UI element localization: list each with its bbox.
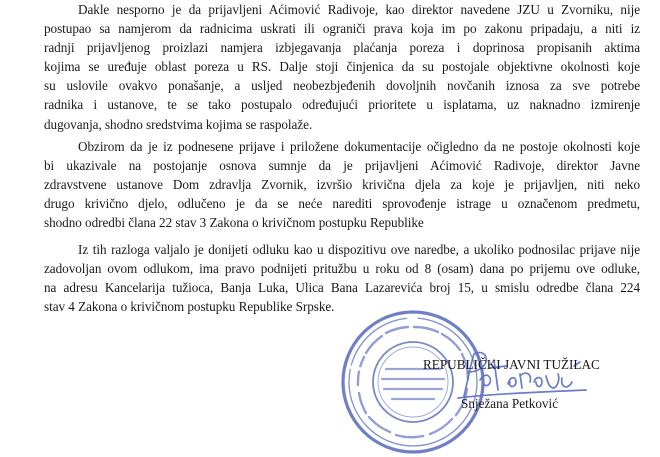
text-line: stav 4 Zakona o krivičnom postupku Republike Srpske. [44, 299, 335, 315]
signatory-name: Snježana Petković [461, 396, 559, 411]
paragraph-1 [44, 0, 640, 134]
text-line: Dakle nesporno je da prijavljeni Aćimović Radivoje, kao direktor navedene JZU u Zvorniku, nije [78, 2, 640, 17]
text-line: drugo krivično djelo, odlučeno je da se neće narediti sprovođenje istrage u označenom predmetu, [44, 196, 640, 212]
text-line: zdravstvene ustanove Dom zdravlja Zvornik, izvršio krivična djela za koje je prijavljen, niti neko [44, 177, 640, 193]
text-line: Iz tih razloga valjalo je donijeti odluku kao u dispozitivu ove naredbe, a ukoliko podnosilac prijave nije [78, 242, 640, 257]
text-line: dugovanja, shodno sredstvima kojima se raspolaže. [44, 116, 313, 132]
text-line: kojima se uređuje oblast poreza u RS. Dalje stoji činjenica da su postojale objektivne okolnosti koje [44, 59, 640, 75]
text-line: zadovoljan ovom odlukom, ima pravo podnijeti pritužbu u roku od 8 (osam) dana po prijemu ove odluke, [44, 261, 640, 277]
text-line: Obzirom da je iz podnesene prijave i priložene dokumentacije očigledno da ne postoje okolnosti koje [78, 139, 640, 154]
paragraph-2 [44, 137, 640, 232]
text-line: su uslovile ovakvo ponašanje, a usljed neobezbjeđenih dovoljnih novčanih iznosa za sve potrebe [44, 78, 640, 94]
text-line: shodno odredbi člana 22 stav 3 Zakona o krivičnom postupku Republike [44, 215, 424, 231]
text-line: radnji prijavljenog proizlazi namjera izbjegavanja plaćanja poreza i doprinosa propisanih aktima [44, 40, 640, 56]
signatory-title: REPUBLIČKI JAVNI TUŽILAC [423, 357, 600, 372]
paragraph-3 [44, 240, 640, 316]
text-line: postupao sa namjerom da radnicima uskrati ili ograniči prava koja im po zakonu pripadaju, a niti iz [44, 21, 640, 37]
text-line: radnika i ustanove, te se tako postupalo određujući prioritete u isplatama, uz naknadno izmirenje [44, 97, 640, 113]
text-line: na adresu Kancelarija tužioca, Banja Luka, Ulica Bana Lazarevića broj 15, u smislu odredbe člana 224 [44, 280, 640, 296]
text-line: bi ukazivale na postojanje osnova sumnje da je prijavljeni Aćimović Radivoje, direktor Javne [44, 158, 640, 174]
